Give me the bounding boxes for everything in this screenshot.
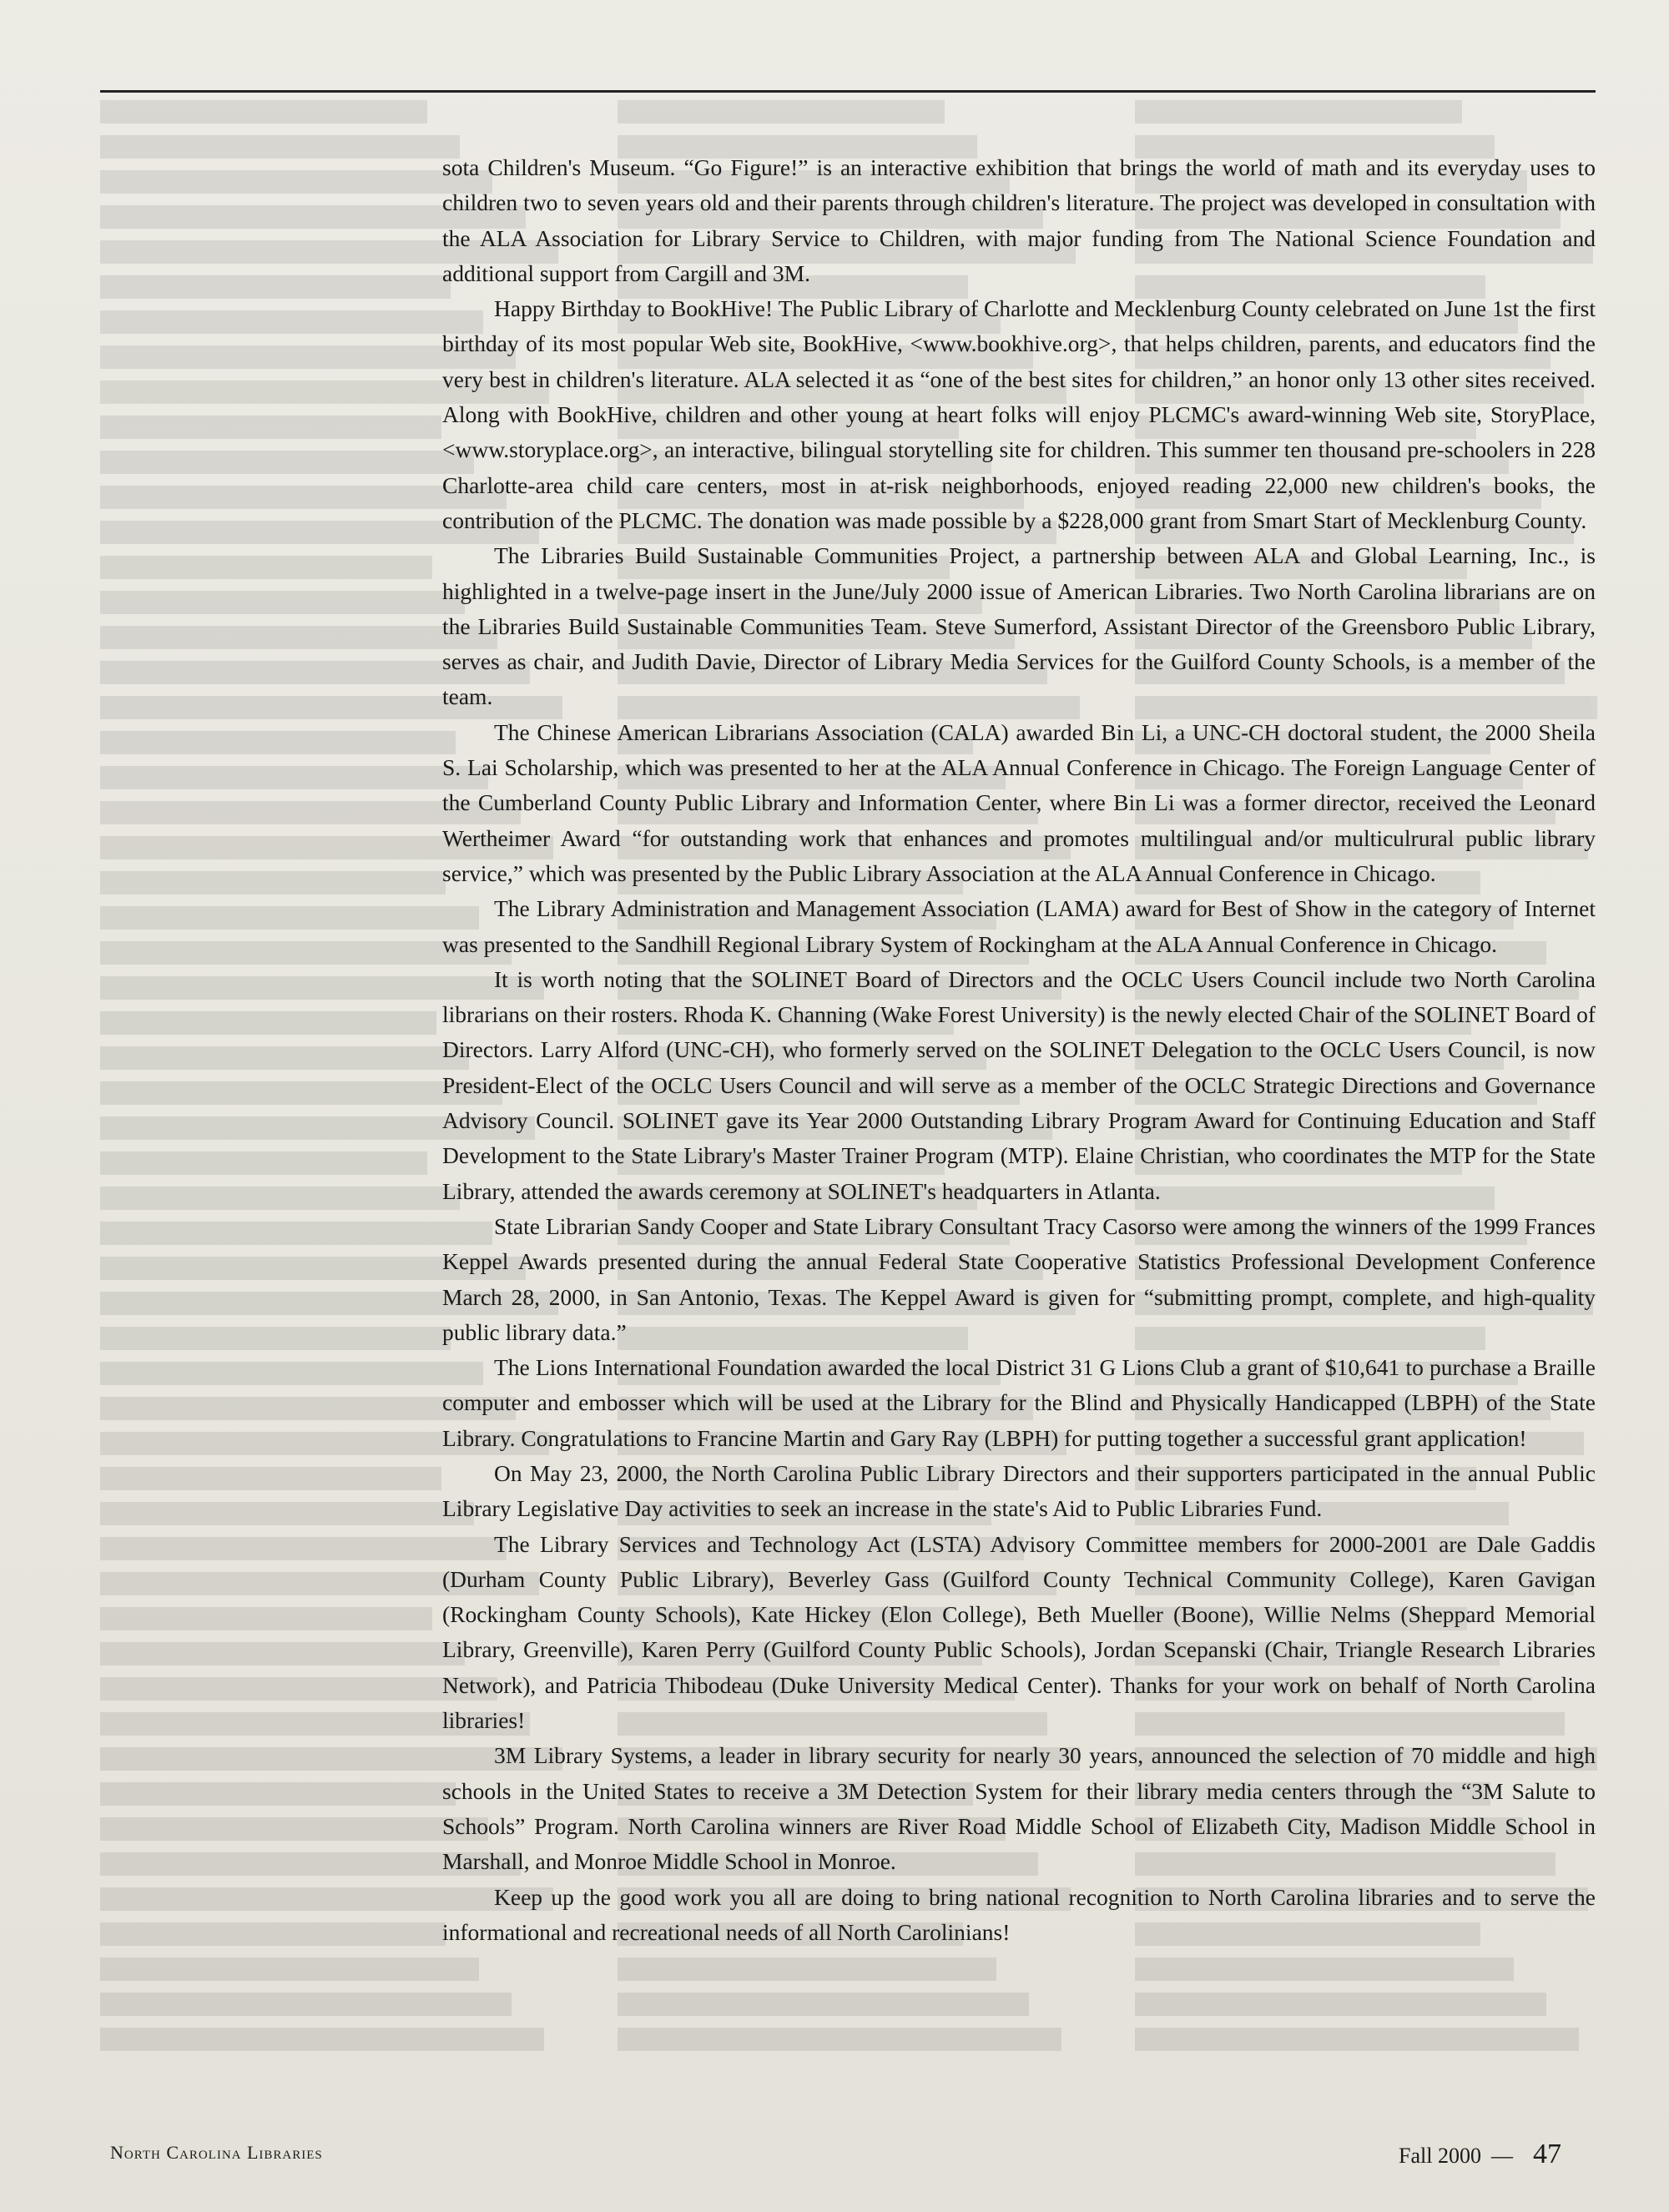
show-through-line: [618, 1993, 1029, 2016]
show-through-line: [100, 2028, 544, 2051]
show-through-line: [100, 135, 460, 159]
paragraph-legislative-day: On May 23, 2000, the North Carolina Public Library Directors and their supporters participated in the annual Public Library Legislative Day activities to seek an increase in the state's Aid to Public Libraries Fund.: [442, 1459, 1596, 1522]
show-through-line: [100, 451, 474, 474]
show-through-line: [100, 1993, 512, 2016]
show-through-line: [100, 1782, 456, 1806]
footer-dash: —: [1490, 2144, 1513, 2168]
show-through-line: [100, 1362, 483, 1385]
show-through-line: [100, 626, 497, 649]
footer-issue: Fall 2000: [1399, 2144, 1481, 2168]
show-through-line: [618, 1958, 996, 1981]
paragraph-lama: The Library Administration and Management Association (LAMA) award for Best of Show in the category of Internet was presented to the Sandhill Regional Library System of Rockingham at the ALA Annual Conference in Chicago.: [442, 895, 1596, 957]
show-through-line: [100, 1011, 436, 1035]
show-through-line: [100, 1187, 460, 1210]
show-through-line: [100, 1642, 465, 1665]
show-through-line: [100, 731, 456, 754]
show-through-line: [100, 1467, 441, 1490]
footer-page-info: [1399, 2139, 1561, 2170]
show-through-line: [618, 100, 945, 123]
show-through-line: [100, 1222, 492, 1245]
paragraph-lsta-committee: The Library Services and Technology Act (LSTA) Advisory Committee members for 2000-2001 are Dale Gaddis (Durham County Public Library), Beverley Gass (Guilford County Technical Community College), Karen Gavigan (Rockingham County Schools), Kate Hickey (Elon College), Beth Mueller (Boone), Willie Nelms (Sheppard Memorial Library, Greenville), Karen Perry (Guilford County Public Schools), Jordan Scepanski (Chair, Triangle Research Libraries Network), and Patricia Thibodeau (Duke University Medical Center). Thanks for your work on behalf of North Carolina libraries!: [442, 1530, 1596, 1734]
paragraph-cala: The Chinese American Librarians Association (CALA) awarded Bin Li, a UNC-CH doctoral student, the 2000 Sheila S. Lai Scholarship, which was presented to her at the ALA Annual Conference in Chicago. The Foreign Language Center of the Cumberland County Public Library and Information Center, where Bin Li was a former director, received the Leonard Wertheimer Award “for outstanding work that enhances and promotes multilingual and/or multiculrural public library service,” which was presented by the Public Library Association at the ALA Annual Conference in Chicago.: [442, 718, 1596, 886]
show-through-line: [100, 1677, 497, 1701]
show-through-line: [100, 170, 492, 194]
top-rule: [100, 90, 1596, 93]
show-through-line: [1135, 100, 1462, 123]
paragraph-sustainable-communities: The Libraries Build Sustainable Communities Project, a partnership between ALA and Global Learning, Inc., is highlighted in a twelve-page insert in the June/July 2000 issue of American Libraries. Two North Carolina librarians are on the Libraries Build Sustainable Communities Team. Steve Sumerford, Assistant Director of the Greensboro Public Library, serves as chair, and Judith Davie, Director of Library Media Services for the Guilford County Schools, is a member of the team.: [442, 542, 1596, 710]
show-through-line: [100, 100, 427, 123]
show-through-line: [100, 556, 432, 579]
show-through-line: [100, 310, 483, 334]
show-through-line: [100, 1327, 451, 1350]
paragraph-keppel-awards: State Librarian Sandy Cooper and State Library Consultant Tracy Casorso were among the winners of the 1999 Frances Keppel Awards presented during the annual Federal State Cooperative Statistics Professional Development Conference March 28, 2000, in San Antonio, Texas. The Keppel Award is given for “submitting prompt, complete, and high-quality public library data.”: [442, 1212, 1596, 1345]
show-through-line: [100, 275, 451, 299]
show-through-line: [100, 1817, 488, 1841]
show-through-line: [100, 591, 465, 614]
show-through-line: [100, 1502, 474, 1525]
paragraph-lions-foundation: The Lions International Foundation awarded the local District 31 G Lions Club a grant of $10,641 to purchase a Braille computer and embosser which will be used at the Library for the Blind and Physically Handicapped (LBPH) of the State Library. Congratulations to Francine Martin and Gary Ray (LBPH) for putting together a successful grant application!: [442, 1354, 1596, 1451]
show-through-line: [100, 906, 479, 930]
show-through-line: [100, 1958, 479, 1981]
show-through-line: [1135, 2028, 1579, 2051]
page-number: 47: [1532, 2139, 1561, 2169]
show-through-line: [100, 766, 488, 789]
show-through-line: [100, 1151, 427, 1175]
show-through-line: [100, 416, 441, 439]
show-through-line: [1135, 1958, 1514, 1981]
footer-publication: North Carolina Libraries: [110, 2142, 323, 2163]
show-through-line: [1135, 1993, 1546, 2016]
paragraph-closing: Keep up the good work you all are doing to bring national recognition to North Carolina libraries and to serve the informational and recreational needs of all North Carolinians!: [442, 1883, 1596, 1945]
article-body: [442, 150, 1596, 1950]
show-through-line: [100, 1607, 432, 1630]
paragraph-go-figure: sota Children's Museum. “Go Figure!” is an interactive exhibition that brings the world of math and its everyday uses to children two to seven years old and their parents through children's literature. The project was developed in consultation with the ALA Association for Library Service to Children, with major funding from The National Science Foundation and additional support from Cargill and 3M.: [442, 154, 1596, 286]
paragraph-bookhive: Happy Birthday to BookHive! The Public Library of Charlotte and Mecklenburg County celebrated on June 1st the first birthday of its most popular Web site, BookHive, <www.bookhive.org>, that helps children, parents, and educators find the very best in children's literature. ALA selected it as “one of the best sites for children,” an honor only 13 other sites received. Along with BookHive, children and other young at heart folks will enjoy PLCMC's award-winning Web site, StoryPlace, <www.storyplace.org>, an interactive, bilingual storytelling site for children. This summer ten thousand pre-schoolers in 228 Charlotte-area child care centers, most in at-risk neighborhoods, enjoyed reading 22,000 new children's books, the contribution of the PLCMC. The donation was made possible by a $228,000 grant from Smart Start of Mecklenburg County.: [442, 295, 1596, 533]
show-through-line: [618, 2028, 1061, 2051]
show-through-line: [100, 1046, 469, 1070]
show-through-line: [100, 1922, 446, 1946]
paragraph-3m-salute: 3M Library Systems, a leader in library security for nearly 30 years, announced the selection of 70 middle and high schools in the United States to receive a 3M Detection System for their library media centers through the “3M Salute to Schools” Program. North Carolina winners are River Road Middle School of Elizabeth City, Madison Middle School in Marshall, and Monroe Middle School in Monroe.: [442, 1742, 1596, 1875]
show-through-line: [100, 871, 446, 894]
paragraph-solinet-oclc: It is worth noting that the SOLINET Board of Directors and the OCLC Users Council include two North Carolina librarians on their rosters. Rhoda K. Channing (Wake Forest University) is the newly elected Chair of the SOLINET Board of Directors. Larry Alford (UNC-CH), who formerly served on the SOLINET Delegation to the OCLC Users Council, is now President-Elect of the OCLC Users Council and will serve as a member of the OCLC Strategic Directions and Governance Advisory Council. SOLINET gave its Year 2000 Outstanding Library Program Award for Continuing Education and Staff Development to the State Library's Master Trainer Program (MTP). Elaine Christian, who coordinates the MTP for the State Library, attended the awards ceremony at SOLINET's headquarters in Atlanta.: [442, 965, 1596, 1204]
